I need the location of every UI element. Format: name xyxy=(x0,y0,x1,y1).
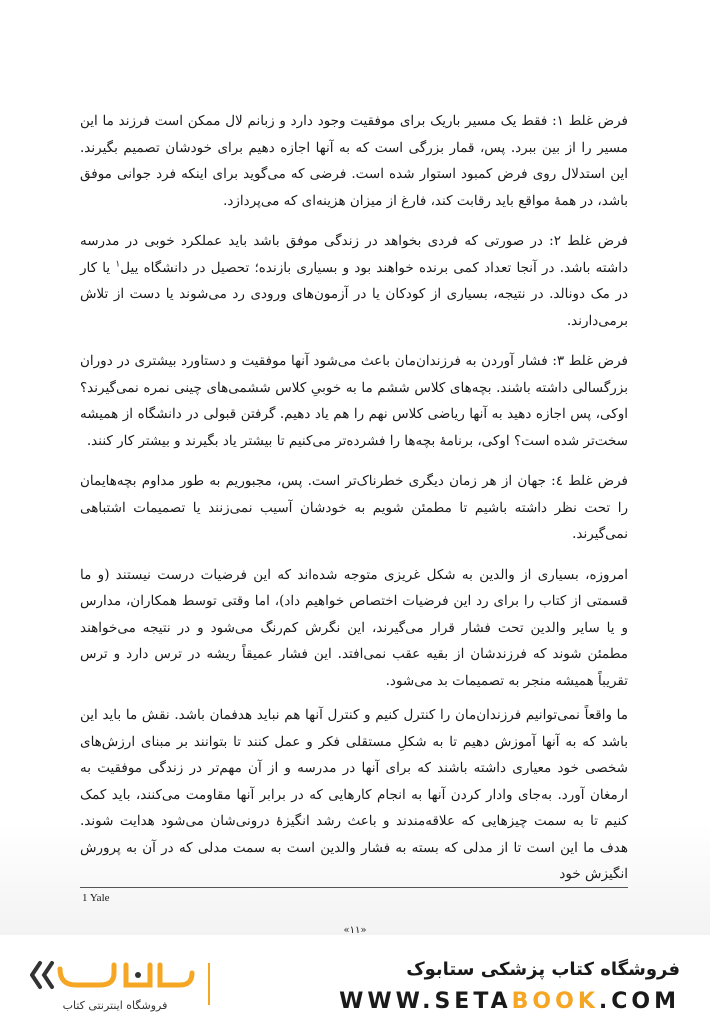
footnote-yale: 1 Yale xyxy=(82,892,110,904)
paragraph-false-assumption-3: فرض غلط ۳: فشار آوردن به فرزندان‌مان باعث می‌شود آنها موفقیت و دستاورد بیشتری در دوران بزرگسالی داشته باشند. بچه‌های کلاس ششم ما به خوبیِ کلاس ششمی‌های چینی نمره نمی‌گیرند؟ اوکی، پس اجازه دهید به آنها ریاضی کلاس نهم را هم یاد دهیم. گرفتن قبولی در دانشگاه از همیشه سخت‌تر شده است؟ اوکی، برنامهٔ بچه‌ها را فشرده‌تر می‌کنیم تا بیشتر یاد بگیرند و بیشتر کار کنند. xyxy=(80,353,628,449)
store-banner xyxy=(0,945,710,1023)
paragraph-2-text: فرض غلط ۲: در صورتی که فردی بخواهد در زندگی موفق باشد باید عملکرد خوبی در مدرسه داشته باشد. در آنجا تعداد کمی برنده خواهند بود و بسیاری بازنده؛ تحصیل در دانشگاه ییل xyxy=(80,233,629,276)
store-name: فروشگاه کتاب پزشکی ستابوک xyxy=(406,959,680,980)
paragraph-false-assumption-1: فرض غلط ۱: فقط یک مسیر باریک برای موفقیت وجود دارد و زبانم لال ممکن است فرزند ما این مسیر را از بین ببرد. پس، قمار بزرگی است که به آنها اجازه دهیم برای خودشان تصمیم بگیرند. این استدلال روی فرض کمبود استوار شده است. فرضی که می‌گوید برای اینکه فرد جوانی موفق باشد، در همهٔ مواقع باید رقابت کند، فارغ از میزان هزینه‌ای که می‌پردازد. xyxy=(80,113,629,209)
paragraph-control: ما واقعاً نمی‌توانیم فرزندان‌مان را کنترل کنیم و کنترل آنها هم نباید هدفمان باشد. نقش ما باید این باشد که به آنها آموزش دهیم تا به شکلِ مستقلی فکر و عمل کنند تا بتوانند بر مبنای ارزش‌های شخصی خود معیاری داشته باشند که برای آنها در مدرسه و از آن مهم‌تر در زندگی موفقیت به ارمغان آورد. به‌جای وادار کردن آنها به انجام کارهایی که در برابر آنها مقاومت می‌کنند، باید کمک کنیم تا به سمت چیزهایی که علاقه‌مندند و باعث رشد انگیزهٔ درونی‌شان می‌شود هدایت شوند. هدف ما این است تا از مدلی که بسته به فشار والدین است به سمت مدلی که در آن به پرورش انگیزش خود xyxy=(80,707,628,882)
url-part-2: BOOK xyxy=(511,989,599,1014)
paragraph-false-assumption-4: فرض غلط ٤: جهان از هر زمان دیگری خطرناک‌تر است. پس، مجبوریم به طور مداوم بچه‌هایمان را تحت نظر داشته باشیم تا مطمئن شویم به خودشان آسیب نمی‌زنند یا تصمیمات اشتباهی نمی‌گیرند. xyxy=(80,473,628,542)
url-part-3: .COM xyxy=(598,989,680,1014)
logo-subtitle: فروشگاه اینترنتی کتاب xyxy=(62,999,168,1012)
url-part-1: WWW.SETA xyxy=(339,989,512,1014)
logo-divider xyxy=(208,963,210,1005)
footnote-rule xyxy=(80,887,628,888)
paragraph-2-text-end: مک دونالد. در نتیجه، بسیاری از کودکان یا در آزمون‌های ورودی رد می‌شوند یا دست از تلاش برمی‌دارند. xyxy=(80,286,628,329)
page-number: «۱۱» xyxy=(343,925,367,936)
setabook-logo-icon xyxy=(30,955,200,995)
store-url-link[interactable] xyxy=(339,989,680,1014)
paragraph-2-text-cont: یا کار در xyxy=(80,259,628,302)
paragraph-false-assumption-2 xyxy=(80,228,628,334)
footnote-marker: ۱ xyxy=(115,259,121,269)
body-text xyxy=(80,108,628,896)
paragraph-today: امروزه، بسیاری از والدین به شکل غریزی متوجه شده‌اند که این فرضیات درست نیستند (و ما قسمتی از کتاب را برای رد این فرضیات اختصاص خواهیم داد)، اما وقتی توسط همکاران، مدارس و یا سایر والدین تحت فشار قرار می‌گیرند، این نگرش کم‌رنگ می‌شود و در نتیجه می‌خواهند مطمئن شوند که فرزندشان از بقیه عقب نمی‌افتد. این فشار عمیقاً ریشه در ترس دارد و ترس تقریباً همیشه منجر به تصمیمات بد می‌شود. xyxy=(80,566,628,689)
setabook-logo xyxy=(30,955,200,1017)
